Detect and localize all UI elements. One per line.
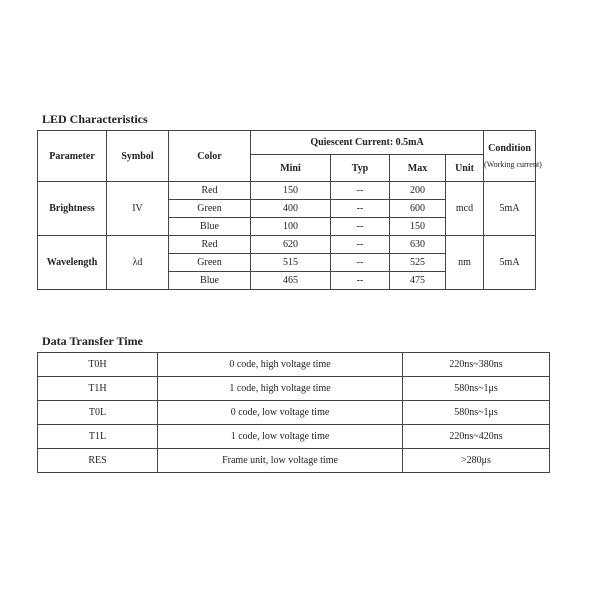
header-color: Color: [169, 131, 251, 182]
timing-value: 580ns~1μs: [403, 377, 550, 401]
led-characteristics-title: LED Characteristics: [42, 112, 148, 126]
typ-cell: --: [331, 200, 390, 218]
color-cell: Green: [169, 200, 251, 218]
condition-wavelength: 5mA: [484, 236, 536, 290]
header-mini: Mini: [251, 155, 331, 182]
table-row: [38, 401, 550, 425]
header-max: Max: [390, 155, 446, 182]
typ-cell: --: [331, 272, 390, 290]
table-row: [38, 449, 550, 473]
typ-cell: --: [331, 182, 390, 200]
header-symbol: Symbol: [107, 131, 169, 182]
typ-cell: --: [331, 218, 390, 236]
unit-brightness: mcd: [446, 182, 484, 236]
mini-cell: 100: [251, 218, 331, 236]
header-quiescent-current: Quiescent Current: 0.5mA: [251, 131, 484, 155]
table-row: [38, 353, 550, 377]
table-row: [38, 425, 550, 449]
max-cell: 475: [390, 272, 446, 290]
condition-brightness: 5mA: [484, 182, 536, 236]
data-transfer-time-title: Data Transfer Time: [42, 334, 143, 348]
led-header-row: [38, 131, 536, 155]
header-unit: Unit: [446, 155, 484, 182]
param-wavelength: Wavelength: [38, 236, 107, 290]
param-brightness: Brightness: [38, 182, 107, 236]
color-cell: Red: [169, 182, 251, 200]
table-row: [38, 236, 536, 254]
symbol-wavelength: λd: [107, 236, 169, 290]
mini-cell: 150: [251, 182, 331, 200]
timing-value: 580ns~1μs: [403, 401, 550, 425]
timing-description: 1 code, high voltage time: [158, 377, 403, 401]
data-transfer-time-table: [37, 352, 550, 473]
table-row: [38, 377, 550, 401]
led-characteristics-table: [37, 130, 542, 290]
mini-cell: 515: [251, 254, 331, 272]
max-cell: 150: [390, 218, 446, 236]
symbol-brightness: IV: [107, 182, 169, 236]
timing-name: T1H: [38, 377, 158, 401]
max-cell: 525: [390, 254, 446, 272]
header-condition: [484, 131, 542, 182]
timing-description: 0 code, high voltage time: [158, 353, 403, 377]
timing-value: >280μs: [403, 449, 550, 473]
typ-cell: --: [331, 254, 390, 272]
color-cell: Red: [169, 236, 251, 254]
color-cell: Blue: [169, 272, 251, 290]
header-condition-label: Condition: [488, 143, 531, 154]
typ-cell: --: [331, 236, 390, 254]
max-cell: 200: [390, 182, 446, 200]
color-cell: Green: [169, 254, 251, 272]
max-cell: 630: [390, 236, 446, 254]
table-row: [38, 182, 536, 200]
max-cell: 600: [390, 200, 446, 218]
timing-value: 220ns~420ns: [403, 425, 550, 449]
mini-cell: 465: [251, 272, 331, 290]
mini-cell: 400: [251, 200, 331, 218]
timing-name: RES: [38, 449, 158, 473]
timing-value: 220ns~380ns: [403, 353, 550, 377]
mini-cell: 620: [251, 236, 331, 254]
timing-description: Frame unit, low voltage time: [158, 449, 403, 473]
unit-wavelength: nm: [446, 236, 484, 290]
timing-name: T1L: [38, 425, 158, 449]
header-typ: Typ: [331, 155, 390, 182]
header-parameter: Parameter: [38, 131, 107, 182]
timing-name: T0L: [38, 401, 158, 425]
color-cell: Blue: [169, 218, 251, 236]
timing-description: 0 code, low voltage time: [158, 401, 403, 425]
timing-name: T0H: [38, 353, 158, 377]
header-condition-sub: (Working current): [484, 160, 542, 169]
timing-description: 1 code, low voltage time: [158, 425, 403, 449]
